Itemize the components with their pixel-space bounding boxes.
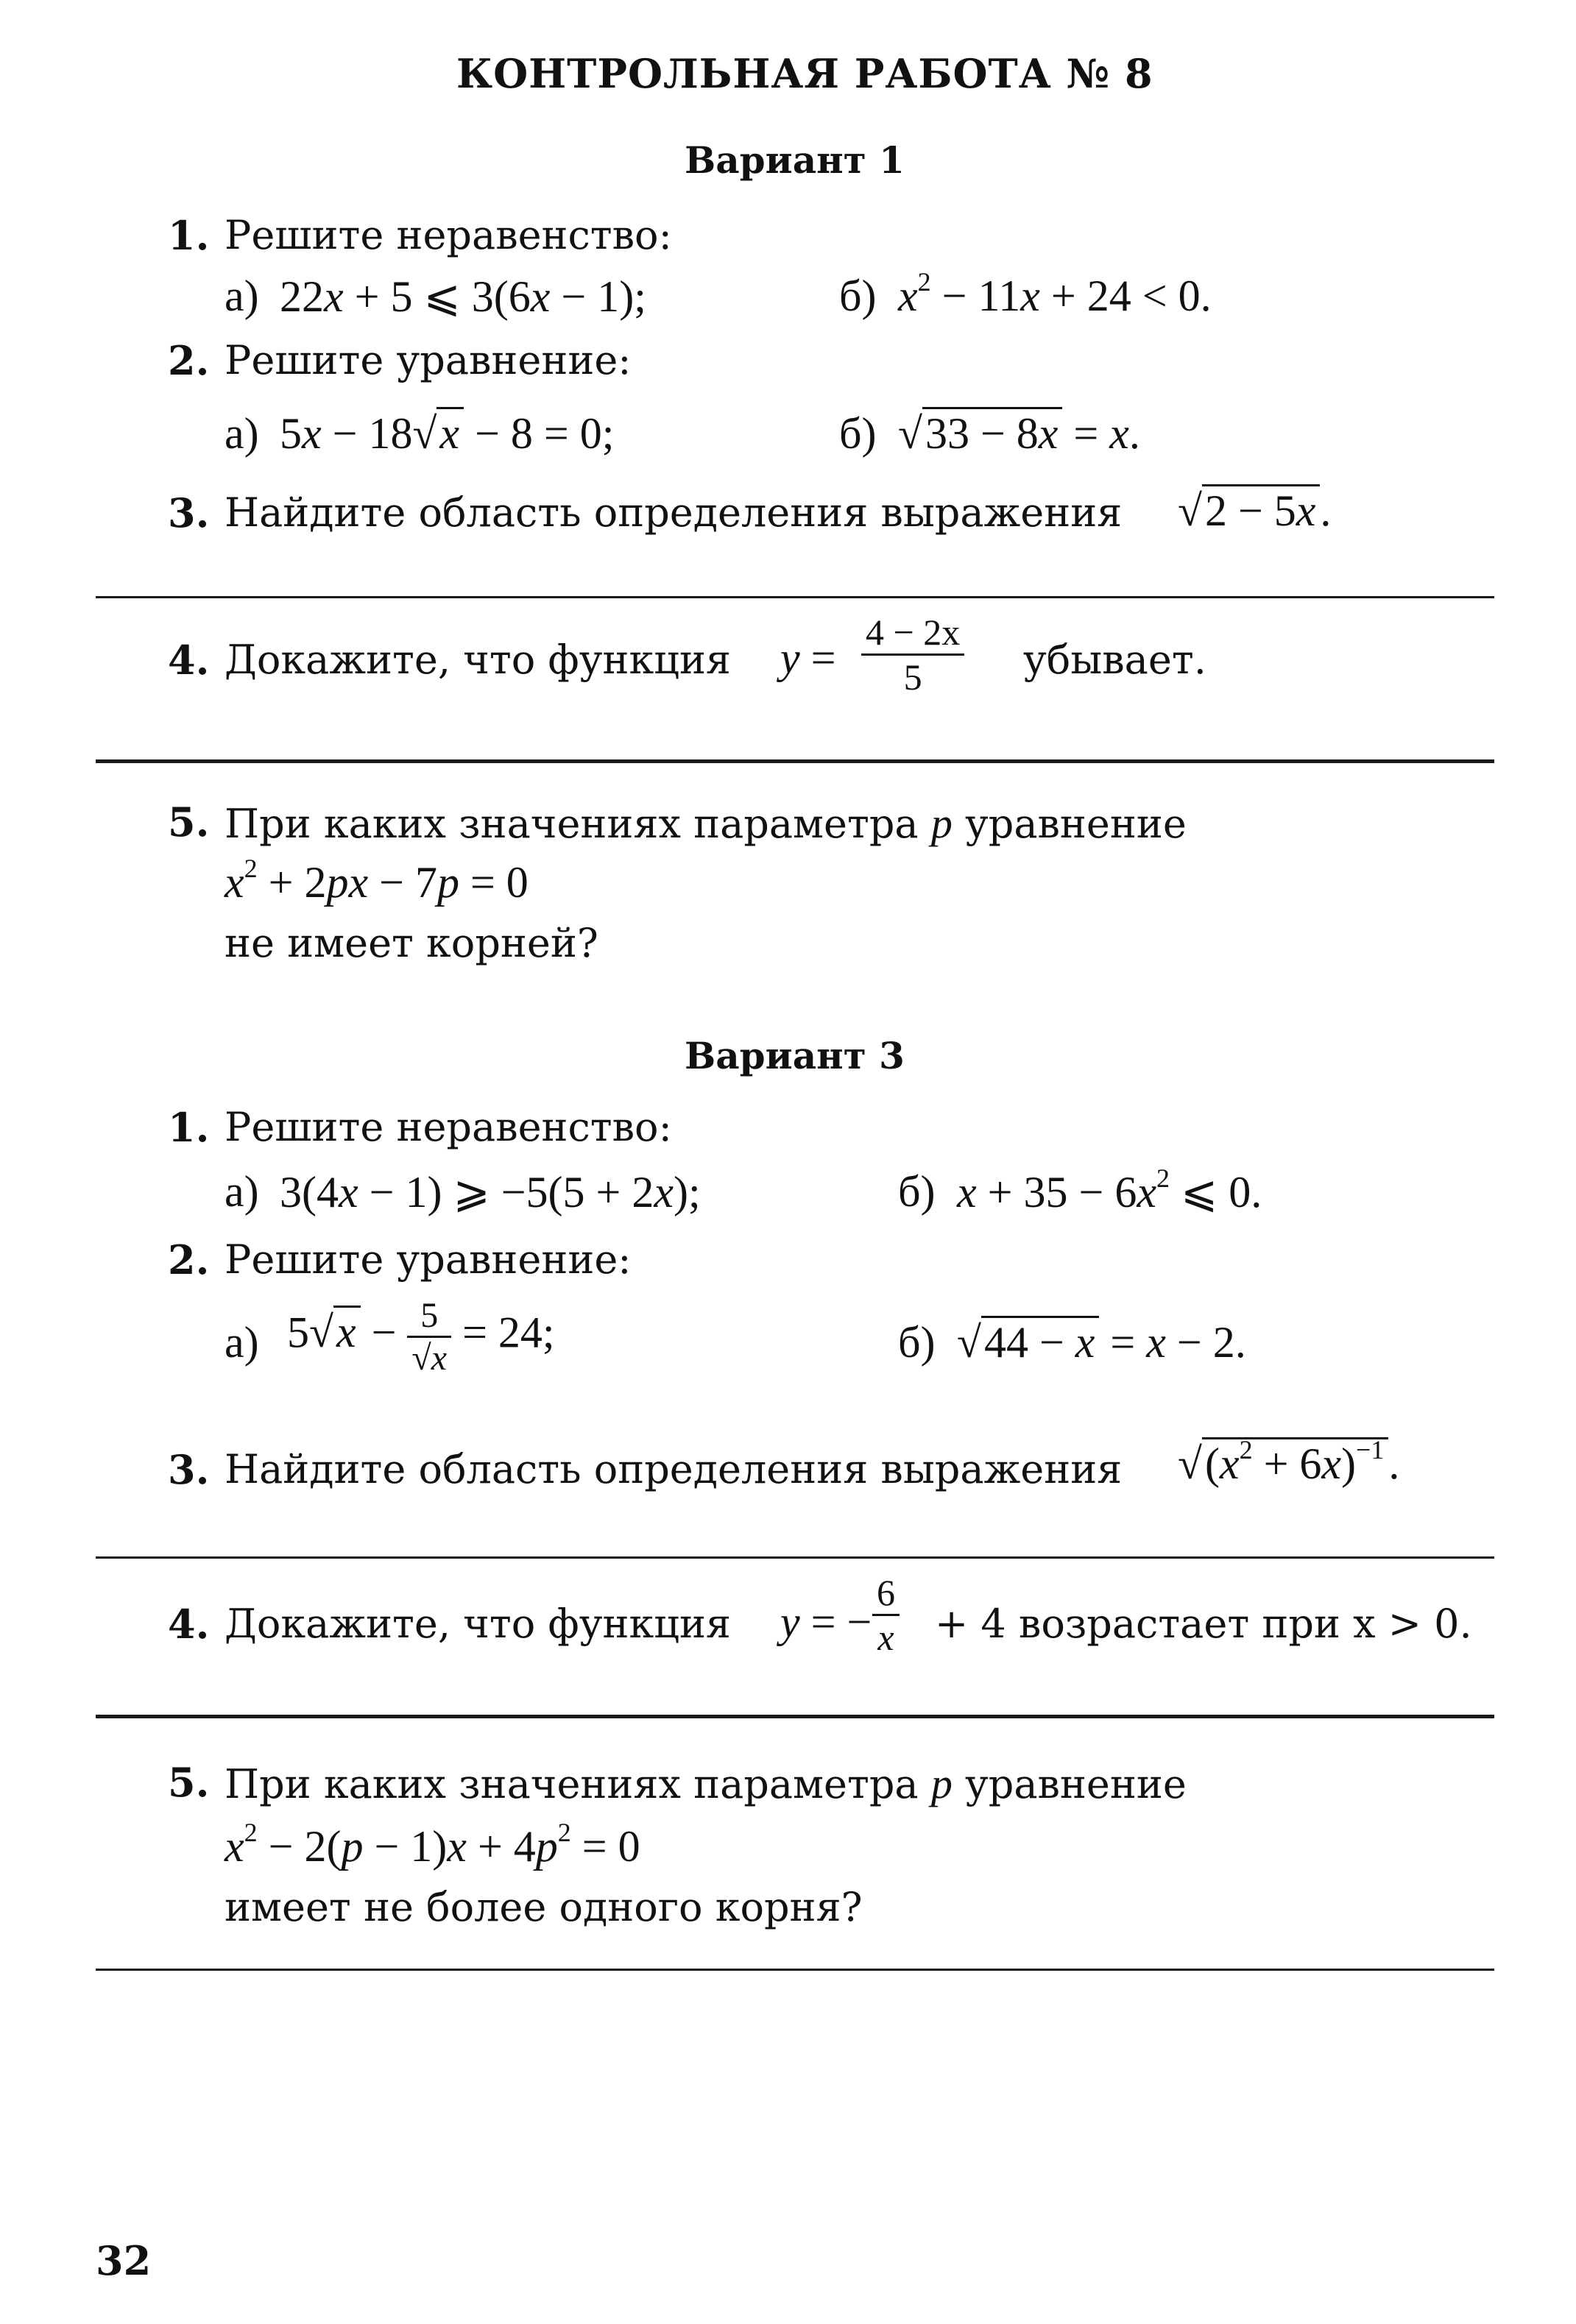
page-number: 32 [96, 2237, 152, 2284]
v1-task1b-expression: $x^2 - 11x + 24 < 0$. [898, 267, 1212, 320]
v3-task1-text: Решите неравенство: [225, 1104, 672, 1150]
v1-task4-tail: убывает. [1023, 637, 1206, 683]
v1-task4-number: 4. [168, 637, 210, 684]
v1-task5-line1 [225, 798, 1187, 848]
v1-task1b-label: б) [839, 272, 877, 320]
v3-task2b-expression: √44 − x = x − 2. [957, 1317, 1246, 1368]
fraction-numerator: 6 [877, 1572, 895, 1613]
v3-task4-text: Докажите, что функция [225, 1601, 731, 1647]
v1-task4-function: y = [780, 634, 836, 682]
parameter-p: p [930, 799, 953, 847]
v3-task2-text: Решите уравнение: [225, 1236, 632, 1283]
v1-task2a-expression: 5x − 18√x − 8 = 0; [280, 408, 614, 459]
v1-task1-number: 1. [168, 212, 210, 259]
v1-task2-number: 2. [168, 337, 210, 384]
parameter-p: p [930, 1760, 953, 1807]
divider [96, 596, 1494, 598]
v1-task2b-expression: √33 − 8x = x. [898, 408, 1140, 459]
v1-task2-text: Решите уравнение: [225, 337, 632, 383]
v1-task3-number: 3. [168, 489, 210, 536]
fraction-numerator: 4 − 2x [866, 612, 961, 653]
divider [96, 1969, 1494, 1971]
v3-task2b-label: б) [898, 1318, 936, 1367]
v3-task3-text: Найдите область определения выражения [225, 1446, 1123, 1492]
fraction-denominator: x [872, 1614, 900, 1659]
variant-1-title: Вариант 1 [685, 138, 905, 182]
variant-3-title: Вариант 3 [685, 1034, 905, 1077]
v1-task1a-expression: 22x + 5 ⩽ 3(6x − 1); [280, 272, 646, 321]
v3-task5-equation: $x^2 - 2(p - 1)x + 4p^2 = 0$ [225, 1818, 640, 1871]
v1-task3-expression: √2 − 5x . [1178, 486, 1331, 536]
v3-task1-number: 1. [168, 1104, 210, 1151]
v1-task5-number: 5. [168, 798, 210, 846]
v1-task4-text: Докажите, что функция [225, 637, 731, 683]
v3-task4-function: y = − [780, 1598, 872, 1646]
v3-task1a-label: а) [225, 1167, 259, 1216]
v3-task1a-expression: 3(4x − 1) ⩾ −5(5 + 2x); [280, 1168, 701, 1216]
v3-task4-tail: + 4 возрастает при x > 0. [935, 1601, 1472, 1647]
v3-task5-line1 [225, 1759, 1187, 1808]
v3-task2a-label: а) [225, 1318, 259, 1367]
v1-task3-text: Найдите область определения выражения [225, 489, 1123, 536]
v3-task2-number: 2. [168, 1236, 210, 1283]
v3-task5-question: При каких значениях параметра [225, 1761, 919, 1807]
v1-task2b-label: б) [839, 409, 877, 458]
v1-task1-text: Решите неравенство: [225, 212, 672, 258]
v3-task5-equation-word: уравнение [964, 1761, 1187, 1807]
v3-task4-number: 4. [168, 1601, 210, 1648]
v1-task4-fraction [861, 611, 964, 698]
divider [96, 759, 1494, 763]
v1-task5-equation: $x^2 + 2px - 7p = 0$ [225, 854, 529, 907]
v3-task3-number: 3. [168, 1446, 210, 1493]
v1-task2a-label: а) [225, 409, 259, 458]
v1-task1a-label: а) [225, 272, 259, 320]
v3-task2a-expression: 5√x − $\frac{5}{√x}$ = 24; [287, 1296, 555, 1378]
v3-task5-number: 5. [168, 1759, 210, 1806]
v3-task1b-expression: $x + 35 - 6x^2$ ⩽ 0. [957, 1163, 1262, 1216]
v3-task1b-label: б) [898, 1167, 936, 1216]
page-title: КОНТРОЛЬНАЯ РАБОТА № 8 [456, 50, 1153, 97]
v1-task5-equation-word: уравнение [964, 801, 1187, 847]
v3-task5-line3: имеет не более одного корня? [225, 1884, 863, 1930]
fraction-denominator: 5 [861, 653, 964, 698]
divider [96, 1556, 1494, 1559]
divider [96, 1715, 1494, 1718]
v3-task3-expression: $√(x^2 + 6x)^{-1}$ . [1178, 1435, 1400, 1488]
v1-task5-question: При каких значениях параметра [225, 801, 919, 847]
v3-task4-fraction [872, 1571, 900, 1659]
v1-task5-line3: не имеет корней? [225, 920, 598, 966]
